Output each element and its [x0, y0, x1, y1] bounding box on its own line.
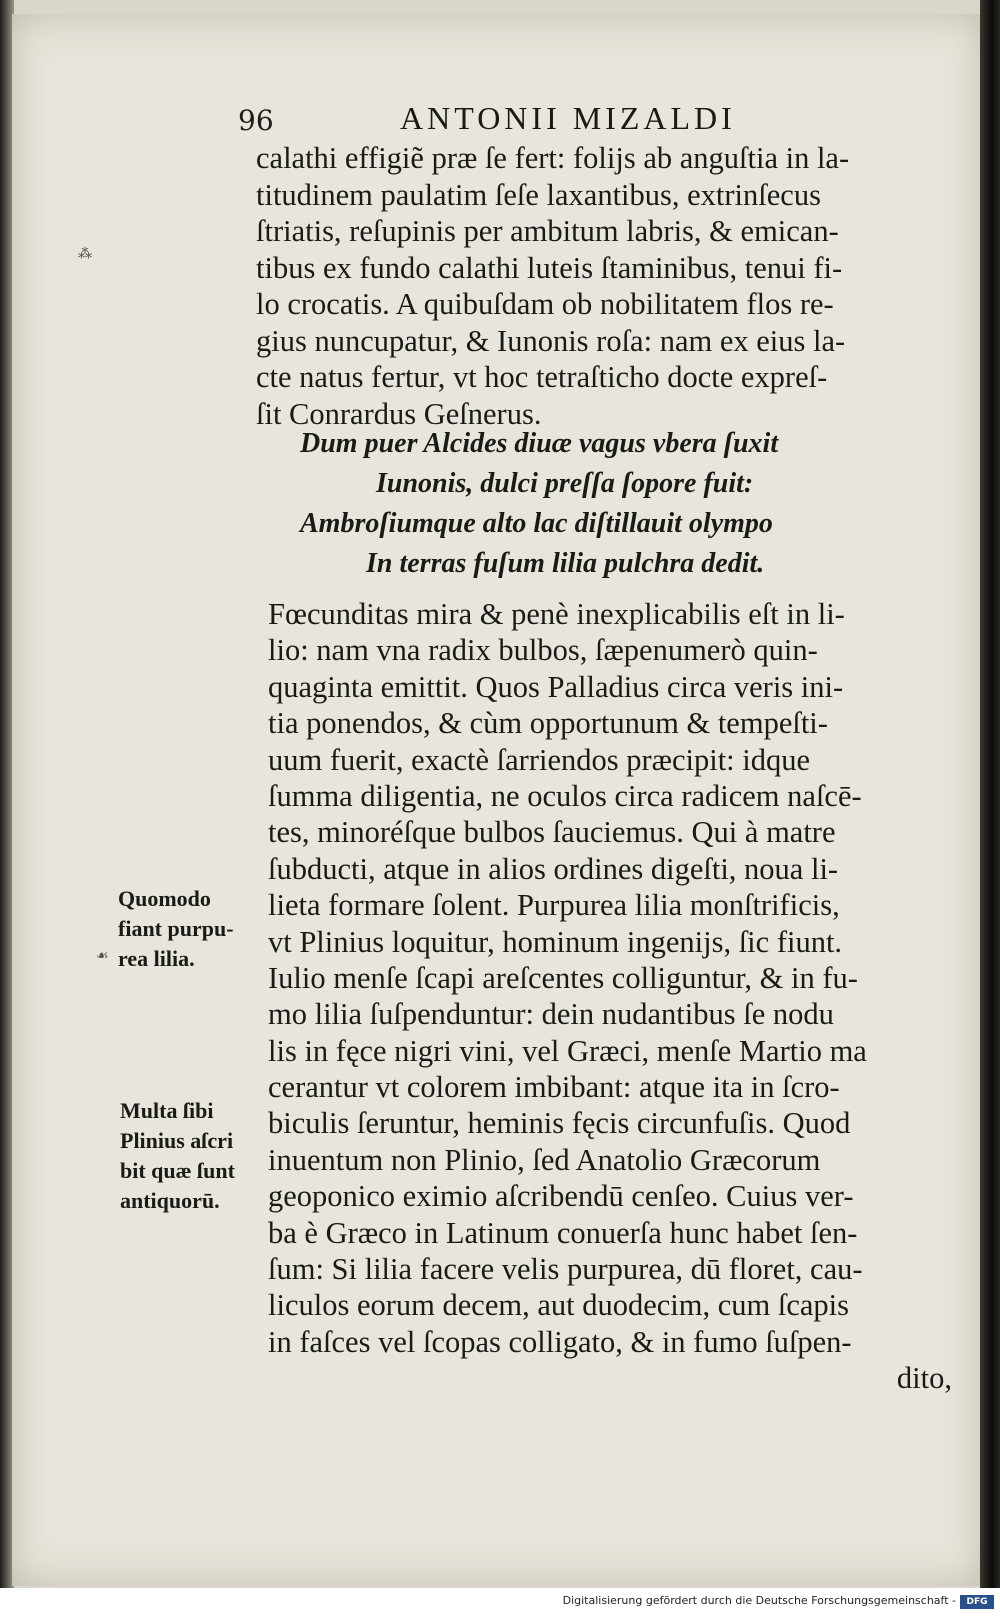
- body-paragraph-1: [256, 140, 956, 432]
- page-header: [230, 100, 870, 144]
- text-line: uum fuerit, exactè ſarriendos præcipit: idque: [268, 742, 811, 777]
- text-line: ſum: Si lilia facere velis purpurea, dū floret, cau-: [268, 1252, 863, 1287]
- marginal-line: bit quæ ſunt: [120, 1158, 235, 1183]
- text-line: tibus ex fundo calathi luteis ſtaminibus, tenui fi-: [256, 250, 843, 285]
- text-line: dito,: [896, 1361, 952, 1396]
- text-line: Iulio menſe ſcapi areſcentes colliguntur, & in fu-: [268, 960, 858, 995]
- text-line: liculos eorum decem, aut duodecim, cum ſcapis: [268, 1288, 850, 1323]
- text-line: lo crocatis. A quibuſdam ob nobilitatem flos re-: [256, 287, 834, 321]
- ink-mark-icon: ⁂: [78, 246, 92, 262]
- text-line: cerantur vt colorem imbibant: atque ita in ſcro-: [268, 1070, 840, 1105]
- text-line: ſumma diligentia, ne oculos circa radicem naſcē-: [268, 778, 862, 813]
- text-line: vt Plinius loquitur, hominum ingenijs, ſic fiunt.: [268, 924, 843, 959]
- text-line: quaginta emittit. Quos Palladius circa veris ini-: [268, 669, 844, 704]
- marginal-note-purple-lilies: [118, 884, 234, 974]
- text-line: Fœcunditas mira & penè inexplicabilis eſt in li-: [268, 597, 845, 631]
- text-line: ſubducti, atque in alios ordines digeſti, noua li-: [268, 851, 839, 886]
- text-line: biculis ſeruntur, heminis fęcis circunfuſis. Quod: [268, 1106, 851, 1141]
- poem-line: In terras fuſum lilia pulchra dedit.: [366, 548, 765, 579]
- marginal-line: Quomodo: [118, 886, 211, 911]
- poem-line: Ambroſiumque alto lac diſtillauit olympo: [300, 508, 773, 539]
- text-line: titudinem paulatim ſeſe laxantibus, extrinſecus: [256, 177, 821, 212]
- text-line: calathi effigiẽ præ ſe fert: folijs ab anguſtia in la-: [256, 141, 850, 175]
- book-gutter: [980, 0, 1000, 1588]
- digitization-footer: [0, 1592, 1000, 1618]
- text-line: lis in fęce nigri vini, vel Græci, menſe Martio ma: [268, 1033, 867, 1068]
- page-number: 96: [238, 104, 274, 137]
- running-title: ANTONII MIZALDI: [400, 100, 736, 136]
- footer-credit: Digitalisierung gefördert durch die Deutsche Forschungsgemeinschaft -: [562, 1594, 956, 1607]
- poem-line: Dum puer Alcides diuæ vagus vbera ſuxit: [300, 428, 779, 459]
- tetrastich-poem: [300, 424, 860, 584]
- text-line: inuentum non Plinio, ſed Anatolio Græcorum: [268, 1142, 821, 1177]
- marginal-line: antiquorū.: [120, 1188, 220, 1213]
- poem-line: Iunonis, dulci preſſa ſopore fuit:: [376, 468, 754, 499]
- text-line: ſtriatis, reſupinis per ambitum labris, & emican-: [256, 214, 839, 248]
- marginal-line: Multa ſibi: [120, 1098, 214, 1123]
- text-line: ba è Græco in Latinum conuerſa hunc habet ſen-: [268, 1215, 858, 1250]
- text-line: in faſces vel ſcopas colligato, & in fumo ſuſpen-: [268, 1324, 852, 1359]
- text-line: ſit Conrardus Geſnerus.: [256, 396, 542, 431]
- marginal-line: Plinius aſcri: [120, 1128, 234, 1153]
- text-line: lieta formare ſolent. Purpurea lilia monſtrificis,: [268, 888, 840, 923]
- marginal-note-plinius: [120, 1096, 235, 1216]
- body-paragraph-2: [268, 596, 958, 1397]
- text-line: gius nuncupatur, & Iunonis roſa: nam ex eius la-: [256, 323, 846, 358]
- dfg-logo-icon: DFG: [960, 1595, 994, 1609]
- text-line: tia ponendos, & cùm opportunum & tempeſti-: [268, 706, 828, 741]
- text-line: lio: nam vna radix bulbos, ſæpenumerò quin-: [268, 633, 818, 668]
- text-line: cte natus fertur, vt hoc tetraſticho docte expreſ-: [256, 360, 828, 394]
- marginal-line: rea lilia.: [118, 946, 195, 971]
- ink-mark-icon: ☙: [96, 948, 109, 964]
- text-line: geoponico eximio aſcribendū cenſeo. Cuius ver-: [268, 1179, 854, 1214]
- marginal-line: fiant purpu-: [118, 916, 234, 941]
- text-line: tes, minoréſque bulbos ſauciemus. Qui à matre: [268, 815, 836, 850]
- text-line: mo lilia ſuſpenduntur: dein nudantibus ſe nodu: [268, 997, 834, 1032]
